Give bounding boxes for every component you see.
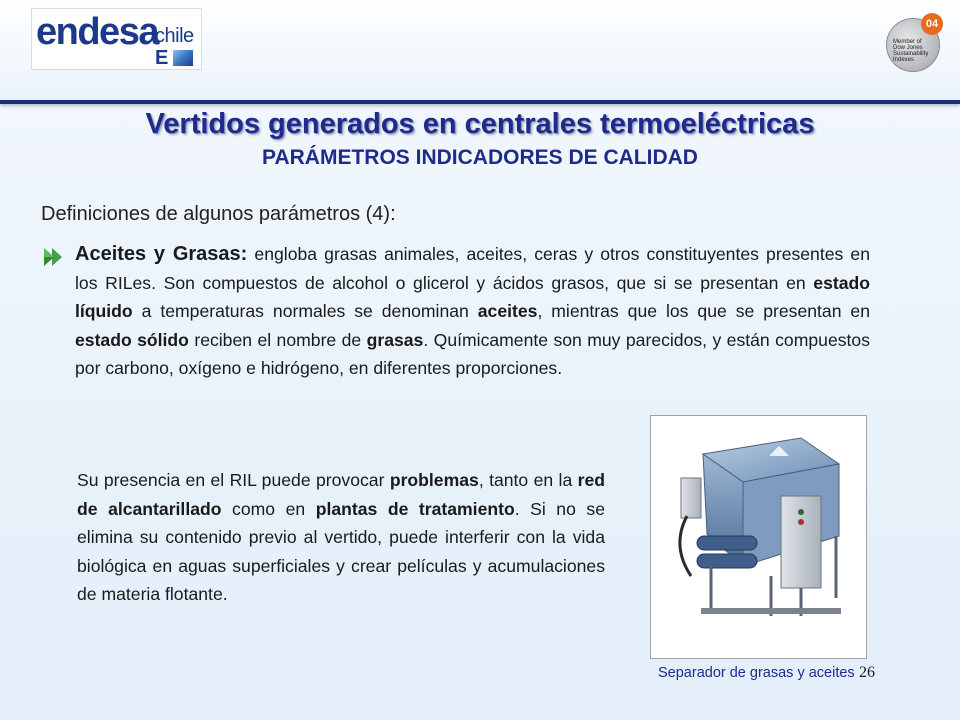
definition-text-5: . Químicamente son muy parecidos, y están compuestos por carbono, oxígeno e hidrógeno, en diferentes proporciones. [75,329,870,379]
definition-term: Aceites y Grasas: [75,243,248,265]
endesa-chile-logo [31,8,202,70]
intro-text: Definiciones de algunos parámetros (4): [41,203,396,225]
sustainability-badge [886,18,940,72]
effects-bold-2: red de alcantarillado [77,470,605,519]
badge-line-2: Dow Jones [893,45,923,51]
badge-line-3: Sustainability [893,51,929,57]
effects-text-2: , tanto en la [478,470,578,490]
definition-bold-4: grasas [366,329,424,350]
definition-text-3: , mientras que los que se presentan en [537,301,870,322]
arrow-bullet-icon [40,245,68,269]
effects-text-4: . Si no se elimina su contenido previo al vertido, puede interferir con la vida biológica en aguas superficiales y crear películas y acumulaciones de materia flotante. [77,498,605,605]
grease-separator-machine-image [651,416,866,658]
logo-country: chile [155,25,194,47]
effects-bold-3: plantas de tratamiento [315,498,515,519]
logo-brand: endesa [36,11,158,53]
header-rule [0,100,960,104]
slide-subtitle: PARÁMETROS INDICADORES DE CALIDAD [262,146,698,169]
badge-line-1: Member of [893,39,922,45]
definition-bold-2: aceites [477,301,538,322]
grease-separator-photo [650,415,867,659]
oils-greases-definition [75,240,870,383]
effects-bold-1: problemas [389,470,479,490]
definition-bold-3: estado sólido [75,329,189,350]
definition-text-1: engloba grasas animales, aceites, ceras y otros constituyentes presentes en los RILes. Son compuestos de alcohol o glicerol y ácidos grasos, que si se presentan en [75,244,870,293]
logo-mark: E [155,47,169,69]
effects-text-3: como en [221,498,316,519]
effects-text-1: Su presencia en el RIL puede provocar [77,470,390,490]
effects-paragraph [77,466,605,609]
definition-text-4: reciben el nombre de [188,329,367,350]
badge-text [893,39,937,63]
badge-line-4: Indexes [893,57,915,63]
slide-title: Vertidos generados en centrales termoeléctricas [145,108,815,140]
definition-text-2: a temperaturas normales se denominan [132,301,478,322]
photo-caption: Separador de grasas y aceites [658,665,855,681]
definition-bold-1: estado líquido [75,272,870,322]
page-number: 26 [859,664,875,681]
badge-year: 04 [921,13,943,35]
logo-mark-icon [173,50,193,66]
